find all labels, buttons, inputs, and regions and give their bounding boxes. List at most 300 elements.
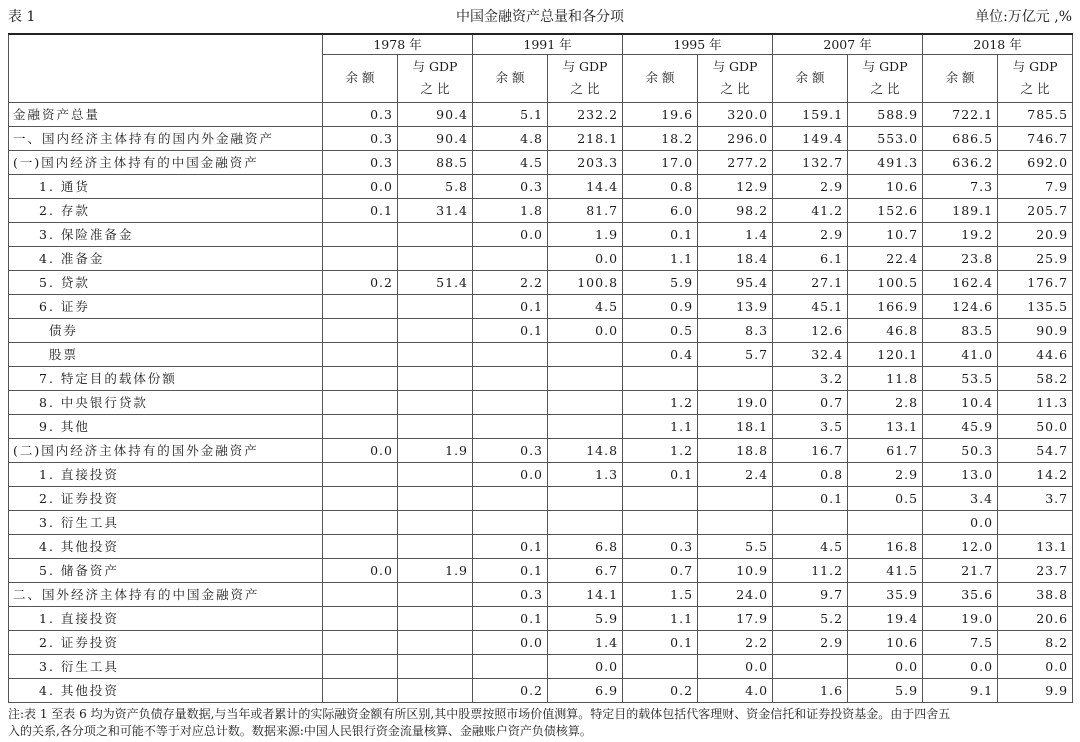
balance-cell: 0.0 bbox=[473, 630, 548, 654]
table-row bbox=[9, 438, 1073, 462]
balance-cell: 0.1 bbox=[473, 534, 548, 558]
table-row bbox=[9, 222, 1073, 246]
row-label: 3. 衍生工具 bbox=[9, 510, 323, 534]
gdp-ratio-cell: 90.4 bbox=[398, 126, 473, 150]
balance-cell bbox=[323, 678, 398, 702]
gdp-ratio-subheader bbox=[398, 54, 473, 102]
balance-cell bbox=[323, 390, 398, 414]
row-label: 1. 直接投资 bbox=[9, 606, 323, 630]
gdp-ratio-cell bbox=[398, 414, 473, 438]
row-label: 5. 储备资产 bbox=[9, 558, 323, 582]
gdp-ratio-cell: 4.0 bbox=[698, 678, 773, 702]
gdp-ratio-cell bbox=[548, 510, 623, 534]
gdp-ratio-cell bbox=[398, 630, 473, 654]
balance-cell: 13.0 bbox=[923, 462, 998, 486]
balance-cell: 19.6 bbox=[623, 102, 698, 126]
gdp-ratio-cell bbox=[398, 510, 473, 534]
balance-cell: 159.1 bbox=[773, 102, 848, 126]
gdp-ratio-cell: 152.6 bbox=[848, 198, 923, 222]
gdp-ratio-cell: 1.9 bbox=[398, 558, 473, 582]
row-label: 一、国内经济主体持有的国内外金融资产 bbox=[9, 126, 323, 150]
gdp-ratio-subheader-line1: 与 GDP bbox=[862, 59, 908, 74]
gdp-ratio-cell bbox=[998, 510, 1073, 534]
balance-cell: 0.3 bbox=[323, 102, 398, 126]
balance-cell: 83.5 bbox=[923, 318, 998, 342]
balance-cell: 1.5 bbox=[623, 582, 698, 606]
balance-cell bbox=[323, 630, 398, 654]
table-title: 中国金融资产总量和各分项 bbox=[456, 9, 624, 25]
balance-cell: 4.5 bbox=[473, 150, 548, 174]
balance-cell: 1.2 bbox=[623, 438, 698, 462]
row-label: 1. 通货 bbox=[9, 174, 323, 198]
gdp-ratio-cell bbox=[398, 606, 473, 630]
balance-cell: 1.1 bbox=[623, 606, 698, 630]
balance-cell: 0.0 bbox=[323, 438, 398, 462]
row-label: 2. 证券投资 bbox=[9, 486, 323, 510]
gdp-ratio-cell: 0.0 bbox=[998, 654, 1073, 678]
gdp-ratio-cell: 7.9 bbox=[998, 174, 1073, 198]
gdp-ratio-cell: 90.9 bbox=[998, 318, 1073, 342]
row-label: (一)国内经济主体持有的中国金融资产 bbox=[9, 150, 323, 174]
gdp-ratio-cell bbox=[548, 390, 623, 414]
table-body bbox=[9, 102, 1073, 702]
balance-cell bbox=[323, 294, 398, 318]
gdp-ratio-cell: 1.4 bbox=[548, 630, 623, 654]
balance-cell: 17.0 bbox=[623, 150, 698, 174]
gdp-ratio-cell: 90.4 bbox=[398, 102, 473, 126]
gdp-ratio-cell: 46.8 bbox=[848, 318, 923, 342]
balance-cell bbox=[473, 414, 548, 438]
gdp-ratio-cell: 10.9 bbox=[698, 558, 773, 582]
gdp-ratio-subheader-line1: 与 GDP bbox=[1012, 59, 1058, 74]
balance-cell: 2.2 bbox=[473, 270, 548, 294]
table-row bbox=[9, 486, 1073, 510]
gdp-ratio-cell: 0.0 bbox=[548, 654, 623, 678]
balance-cell: 0.7 bbox=[623, 558, 698, 582]
gdp-ratio-cell: 9.9 bbox=[998, 678, 1073, 702]
balance-cell: 19.0 bbox=[923, 606, 998, 630]
balance-cell: 636.2 bbox=[923, 150, 998, 174]
balance-cell: 23.8 bbox=[923, 246, 998, 270]
row-label: 3. 衍生工具 bbox=[9, 654, 323, 678]
row-label: 4. 准备金 bbox=[9, 246, 323, 270]
row-label-header bbox=[9, 34, 323, 102]
balance-cell: 6.1 bbox=[773, 246, 848, 270]
balance-cell: 27.1 bbox=[773, 270, 848, 294]
balance-cell bbox=[623, 486, 698, 510]
balance-subheader bbox=[773, 54, 848, 102]
row-label: (二)国内经济主体持有的国外金融资产 bbox=[9, 438, 323, 462]
balance-cell bbox=[323, 366, 398, 390]
table-row bbox=[9, 606, 1073, 630]
gdp-ratio-cell: 588.9 bbox=[848, 102, 923, 126]
gdp-ratio-cell: 54.7 bbox=[998, 438, 1073, 462]
balance-cell: 0.0 bbox=[323, 558, 398, 582]
year-header: 1978 年 bbox=[323, 34, 473, 54]
balance-cell: 0.3 bbox=[473, 582, 548, 606]
row-label: 7. 特定目的载体份额 bbox=[9, 366, 323, 390]
footnote-line: 入的关系,各分项之和可能不等于对应总计数。数据来源:中国人民银行资金流量核算、金融账户资产负债核算。 bbox=[8, 724, 592, 738]
row-label: 债券 bbox=[9, 318, 323, 342]
balance-cell bbox=[623, 654, 698, 678]
balance-cell: 7.5 bbox=[923, 630, 998, 654]
gdp-ratio-cell: 692.0 bbox=[998, 150, 1073, 174]
balance-cell bbox=[323, 318, 398, 342]
gdp-ratio-cell: 16.8 bbox=[848, 534, 923, 558]
balance-cell bbox=[323, 246, 398, 270]
balance-subheader-label: 余 额 bbox=[495, 70, 525, 85]
balance-cell: 0.0 bbox=[323, 174, 398, 198]
balance-cell: 50.3 bbox=[923, 438, 998, 462]
gdp-ratio-cell: 320.0 bbox=[698, 102, 773, 126]
table-row bbox=[9, 198, 1073, 222]
gdp-ratio-subheader-line1: 与 GDP bbox=[412, 59, 458, 74]
gdp-ratio-cell bbox=[398, 318, 473, 342]
gdp-ratio-cell: 5.8 bbox=[398, 174, 473, 198]
row-label: 1. 直接投资 bbox=[9, 462, 323, 486]
balance-cell: 0.8 bbox=[773, 462, 848, 486]
balance-cell: 0.7 bbox=[773, 390, 848, 414]
balance-cell: 0.1 bbox=[473, 294, 548, 318]
balance-cell: 0.3 bbox=[623, 534, 698, 558]
gdp-ratio-cell: 203.3 bbox=[548, 150, 623, 174]
balance-cell: 0.0 bbox=[923, 510, 998, 534]
gdp-ratio-cell: 2.8 bbox=[848, 390, 923, 414]
gdp-ratio-cell: 61.7 bbox=[848, 438, 923, 462]
gdp-ratio-cell: 5.9 bbox=[548, 606, 623, 630]
balance-cell: 1.1 bbox=[623, 414, 698, 438]
balance-subheader bbox=[923, 54, 998, 102]
gdp-ratio-cell bbox=[398, 222, 473, 246]
balance-cell bbox=[473, 486, 548, 510]
balance-cell: 3.5 bbox=[773, 414, 848, 438]
gdp-ratio-cell bbox=[398, 246, 473, 270]
gdp-ratio-cell: 24.0 bbox=[698, 582, 773, 606]
balance-cell: 2.9 bbox=[773, 630, 848, 654]
balance-subheader bbox=[623, 54, 698, 102]
gdp-ratio-cell: 14.8 bbox=[548, 438, 623, 462]
table-row bbox=[9, 318, 1073, 342]
balance-cell: 5.9 bbox=[623, 270, 698, 294]
gdp-ratio-cell: 10.6 bbox=[848, 630, 923, 654]
gdp-ratio-subheader-line2: 之 比 bbox=[420, 81, 450, 96]
balance-cell: 1.1 bbox=[623, 246, 698, 270]
balance-cell: 45.1 bbox=[773, 294, 848, 318]
gdp-ratio-cell: 19.0 bbox=[698, 390, 773, 414]
balance-cell: 132.7 bbox=[773, 150, 848, 174]
balance-cell: 0.8 bbox=[623, 174, 698, 198]
gdp-ratio-cell: 0.0 bbox=[548, 318, 623, 342]
gdp-ratio-cell bbox=[398, 366, 473, 390]
table-row bbox=[9, 510, 1073, 534]
gdp-ratio-cell: 120.1 bbox=[848, 342, 923, 366]
table-row bbox=[9, 582, 1073, 606]
balance-subheader-label: 余 额 bbox=[345, 70, 375, 85]
gdp-ratio-cell: 100.5 bbox=[848, 270, 923, 294]
gdp-ratio-cell bbox=[698, 486, 773, 510]
balance-cell: 0.3 bbox=[473, 174, 548, 198]
gdp-ratio-cell: 296.0 bbox=[698, 126, 773, 150]
gdp-ratio-cell: 232.2 bbox=[548, 102, 623, 126]
gdp-ratio-cell bbox=[398, 390, 473, 414]
balance-cell: 0.2 bbox=[323, 270, 398, 294]
gdp-ratio-cell bbox=[398, 342, 473, 366]
gdp-ratio-cell: 553.0 bbox=[848, 126, 923, 150]
gdp-ratio-cell: 38.8 bbox=[998, 582, 1073, 606]
table-row bbox=[9, 294, 1073, 318]
balance-cell: 6.0 bbox=[623, 198, 698, 222]
gdp-ratio-cell bbox=[848, 510, 923, 534]
row-label: 4. 其他投资 bbox=[9, 534, 323, 558]
financial-assets-table bbox=[8, 33, 1073, 703]
balance-cell bbox=[323, 462, 398, 486]
balance-cell bbox=[623, 510, 698, 534]
gdp-ratio-cell: 98.2 bbox=[698, 198, 773, 222]
balance-subheader-label: 余 额 bbox=[795, 70, 825, 85]
gdp-ratio-cell: 205.7 bbox=[998, 198, 1073, 222]
gdp-ratio-cell: 2.2 bbox=[698, 630, 773, 654]
balance-cell bbox=[473, 366, 548, 390]
gdp-ratio-cell: 14.2 bbox=[998, 462, 1073, 486]
balance-cell bbox=[473, 246, 548, 270]
gdp-ratio-cell: 2.4 bbox=[698, 462, 773, 486]
gdp-ratio-cell: 0.5 bbox=[848, 486, 923, 510]
balance-cell: 1.6 bbox=[773, 678, 848, 702]
row-label: 3. 保险准备金 bbox=[9, 222, 323, 246]
balance-cell bbox=[323, 582, 398, 606]
balance-cell bbox=[323, 414, 398, 438]
balance-cell: 32.4 bbox=[773, 342, 848, 366]
balance-subheader bbox=[473, 54, 548, 102]
table-row bbox=[9, 366, 1073, 390]
gdp-ratio-cell: 18.4 bbox=[698, 246, 773, 270]
gdp-ratio-subheader-line1: 与 GDP bbox=[562, 59, 608, 74]
balance-cell bbox=[473, 654, 548, 678]
year-header: 2018 年 bbox=[923, 34, 1073, 54]
table-row bbox=[9, 246, 1073, 270]
gdp-ratio-cell: 1.3 bbox=[548, 462, 623, 486]
balance-cell bbox=[323, 510, 398, 534]
balance-cell: 7.3 bbox=[923, 174, 998, 198]
gdp-ratio-subheader-line2: 之 比 bbox=[570, 81, 600, 96]
footnote bbox=[8, 706, 1072, 740]
gdp-ratio-cell: 5.9 bbox=[848, 678, 923, 702]
gdp-ratio-cell: 746.7 bbox=[998, 126, 1073, 150]
balance-cell bbox=[323, 534, 398, 558]
balance-cell: 16.7 bbox=[773, 438, 848, 462]
balance-cell: 2.9 bbox=[773, 222, 848, 246]
gdp-ratio-cell bbox=[398, 678, 473, 702]
balance-cell: 0.3 bbox=[323, 150, 398, 174]
balance-cell: 0.1 bbox=[473, 606, 548, 630]
gdp-ratio-subheader-line1: 与 GDP bbox=[712, 59, 758, 74]
gdp-ratio-cell: 1.9 bbox=[548, 222, 623, 246]
gdp-ratio-cell: 166.9 bbox=[848, 294, 923, 318]
balance-cell: 21.7 bbox=[923, 558, 998, 582]
table-unit: 单位:万亿元 ,% bbox=[975, 9, 1072, 25]
balance-cell bbox=[473, 390, 548, 414]
gdp-ratio-cell: 5.7 bbox=[698, 342, 773, 366]
balance-cell: 12.6 bbox=[773, 318, 848, 342]
gdp-ratio-cell: 95.4 bbox=[698, 270, 773, 294]
gdp-ratio-cell: 10.7 bbox=[848, 222, 923, 246]
balance-cell: 18.2 bbox=[623, 126, 698, 150]
balance-cell: 2.9 bbox=[773, 174, 848, 198]
balance-subheader bbox=[323, 54, 398, 102]
gdp-ratio-cell: 51.4 bbox=[398, 270, 473, 294]
gdp-ratio-cell: 8.3 bbox=[698, 318, 773, 342]
balance-cell: 19.2 bbox=[923, 222, 998, 246]
gdp-ratio-cell: 81.7 bbox=[548, 198, 623, 222]
row-label: 2. 证券投资 bbox=[9, 630, 323, 654]
balance-cell: 10.4 bbox=[923, 390, 998, 414]
balance-cell: 0.1 bbox=[473, 318, 548, 342]
balance-cell: 12.0 bbox=[923, 534, 998, 558]
balance-cell: 0.2 bbox=[623, 678, 698, 702]
balance-subheader-label: 余 额 bbox=[645, 70, 675, 85]
gdp-ratio-cell: 6.7 bbox=[548, 558, 623, 582]
gdp-ratio-cell: 58.2 bbox=[998, 366, 1073, 390]
gdp-ratio-cell bbox=[548, 414, 623, 438]
gdp-ratio-cell: 18.8 bbox=[698, 438, 773, 462]
balance-cell: 722.1 bbox=[923, 102, 998, 126]
gdp-ratio-cell bbox=[698, 366, 773, 390]
gdp-ratio-cell: 11.3 bbox=[998, 390, 1073, 414]
balance-cell: 0.1 bbox=[623, 630, 698, 654]
gdp-ratio-cell: 1.9 bbox=[398, 438, 473, 462]
gdp-ratio-subheader bbox=[848, 54, 923, 102]
table-row bbox=[9, 462, 1073, 486]
balance-cell: 0.1 bbox=[623, 462, 698, 486]
balance-cell bbox=[323, 222, 398, 246]
table-row bbox=[9, 534, 1073, 558]
gdp-ratio-cell bbox=[398, 534, 473, 558]
balance-cell bbox=[323, 654, 398, 678]
gdp-ratio-subheader bbox=[698, 54, 773, 102]
balance-cell: 3.2 bbox=[773, 366, 848, 390]
balance-cell: 0.3 bbox=[473, 438, 548, 462]
gdp-ratio-cell bbox=[398, 294, 473, 318]
gdp-ratio-cell bbox=[698, 510, 773, 534]
balance-cell bbox=[323, 342, 398, 366]
gdp-ratio-cell: 4.5 bbox=[548, 294, 623, 318]
balance-cell: 4.8 bbox=[473, 126, 548, 150]
gdp-ratio-subheader-line2: 之 比 bbox=[870, 81, 900, 96]
balance-cell: 0.0 bbox=[923, 654, 998, 678]
balance-cell: 0.0 bbox=[473, 462, 548, 486]
gdp-ratio-cell bbox=[398, 654, 473, 678]
gdp-ratio-cell bbox=[398, 582, 473, 606]
gdp-ratio-cell: 11.8 bbox=[848, 366, 923, 390]
gdp-ratio-cell: 18.1 bbox=[698, 414, 773, 438]
gdp-ratio-cell: 41.5 bbox=[848, 558, 923, 582]
gdp-ratio-cell: 0.0 bbox=[698, 654, 773, 678]
gdp-ratio-cell: 88.5 bbox=[398, 150, 473, 174]
gdp-ratio-cell: 25.9 bbox=[998, 246, 1073, 270]
balance-cell: 1.2 bbox=[623, 390, 698, 414]
row-label: 8. 中央银行贷款 bbox=[9, 390, 323, 414]
year-header: 2007 年 bbox=[773, 34, 923, 54]
year-header: 1991 年 bbox=[473, 34, 623, 54]
gdp-ratio-cell: 3.7 bbox=[998, 486, 1073, 510]
balance-cell: 0.2 bbox=[473, 678, 548, 702]
gdp-ratio-cell: 13.1 bbox=[998, 534, 1073, 558]
gdp-ratio-cell: 1.4 bbox=[698, 222, 773, 246]
table-row bbox=[9, 150, 1073, 174]
gdp-ratio-cell: 2.9 bbox=[848, 462, 923, 486]
gdp-ratio-cell: 6.9 bbox=[548, 678, 623, 702]
balance-cell: 149.4 bbox=[773, 126, 848, 150]
table-row bbox=[9, 654, 1073, 678]
table-row bbox=[9, 270, 1073, 294]
balance-cell: 3.4 bbox=[923, 486, 998, 510]
gdp-ratio-cell: 491.3 bbox=[848, 150, 923, 174]
table-row bbox=[9, 630, 1073, 654]
balance-cell bbox=[623, 366, 698, 390]
gdp-ratio-cell bbox=[548, 366, 623, 390]
balance-cell: 0.3 bbox=[323, 126, 398, 150]
footnote-line: 注:表 1 至表 6 均为资产负债存量数据,与当年或者累计的实际融资金额有所区别,其中股票按照市场价值测算。特定目的载体包括代客理财、资金信托和证券投资基金。由于四舍五 bbox=[8, 707, 951, 721]
balance-cell: 41.2 bbox=[773, 198, 848, 222]
row-label: 6. 证券 bbox=[9, 294, 323, 318]
table-row bbox=[9, 390, 1073, 414]
table-row bbox=[9, 102, 1073, 126]
balance-cell: 0.1 bbox=[473, 558, 548, 582]
gdp-ratio-cell: 6.8 bbox=[548, 534, 623, 558]
balance-cell: 124.6 bbox=[923, 294, 998, 318]
balance-cell bbox=[323, 606, 398, 630]
gdp-ratio-cell: 50.0 bbox=[998, 414, 1073, 438]
balance-cell: 5.2 bbox=[773, 606, 848, 630]
table-row bbox=[9, 414, 1073, 438]
gdp-ratio-cell bbox=[548, 342, 623, 366]
gdp-ratio-cell: 10.6 bbox=[848, 174, 923, 198]
balance-cell: 686.5 bbox=[923, 126, 998, 150]
row-label: 股票 bbox=[9, 342, 323, 366]
balance-cell: 45.9 bbox=[923, 414, 998, 438]
gdp-ratio-cell: 785.5 bbox=[998, 102, 1073, 126]
year-header: 1995 年 bbox=[623, 34, 773, 54]
gdp-ratio-cell: 31.4 bbox=[398, 198, 473, 222]
gdp-ratio-cell: 17.9 bbox=[698, 606, 773, 630]
gdp-ratio-subheader-line2: 之 比 bbox=[1020, 81, 1050, 96]
gdp-ratio-cell bbox=[398, 462, 473, 486]
balance-cell: 35.6 bbox=[923, 582, 998, 606]
balance-cell: 53.5 bbox=[923, 366, 998, 390]
gdp-ratio-cell: 14.1 bbox=[548, 582, 623, 606]
gdp-ratio-cell: 12.9 bbox=[698, 174, 773, 198]
gdp-ratio-cell: 44.6 bbox=[998, 342, 1073, 366]
table-title-bar bbox=[8, 6, 1072, 28]
balance-cell: 11.2 bbox=[773, 558, 848, 582]
gdp-ratio-cell: 23.7 bbox=[998, 558, 1073, 582]
gdp-ratio-cell: 14.4 bbox=[548, 174, 623, 198]
gdp-ratio-cell: 35.9 bbox=[848, 582, 923, 606]
row-label: 4. 其他投资 bbox=[9, 678, 323, 702]
balance-cell bbox=[323, 486, 398, 510]
gdp-ratio-cell: 19.4 bbox=[848, 606, 923, 630]
row-label: 2. 存款 bbox=[9, 198, 323, 222]
gdp-ratio-cell: 218.1 bbox=[548, 126, 623, 150]
gdp-ratio-subheader bbox=[998, 54, 1073, 102]
balance-cell: 0.5 bbox=[623, 318, 698, 342]
balance-cell bbox=[773, 654, 848, 678]
gdp-ratio-cell: 13.1 bbox=[848, 414, 923, 438]
table-row bbox=[9, 342, 1073, 366]
gdp-ratio-cell: 176.7 bbox=[998, 270, 1073, 294]
gdp-ratio-cell: 100.8 bbox=[548, 270, 623, 294]
balance-cell: 0.4 bbox=[623, 342, 698, 366]
